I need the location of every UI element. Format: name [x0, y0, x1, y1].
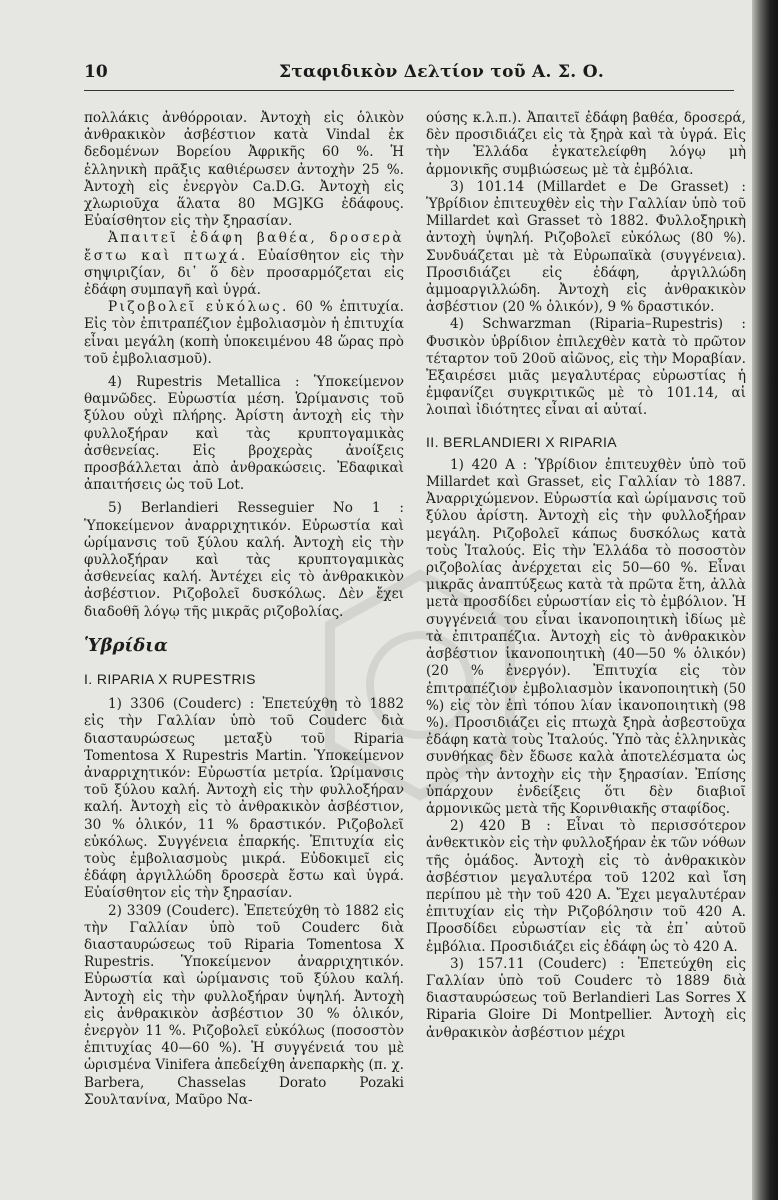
page-header: [84, 62, 734, 88]
spaced-emphasis: Ριζοβολεῖ εὐκόλως.: [108, 299, 289, 316]
paragraph: 1) 420 A : Ὑβρίδιον ἐπιτευχθὲν ὑπὸ τοῦ Millardet καὶ Grasset, εἰς Γαλλίαν τὸ 1887. Ἀναρριχώμενον. Εὐρωστία καὶ ὡρίμανσις τοῦ ξύλου ἀρίστη. Ἀντοχὴ εἰς τὴν φυλλοξήραν μεγάλη. Ριζοβολεῖ κάπως δυσκόλως κατὰ τοὺς Ἰταλούς. Εἰς τὴν Ἑλλάδα τὸ ποσοστὸν ριζοβολίας ἀνέρχεται εἰς 50—60 %. Εἶναι μικρᾶς ἀναπτύξεως κατὰ τὰ πρῶτα ἔτη, ἀλλὰ μετὰ προσδίδει εὐρωστίαν εἰς τὸ ἐμβόλιον. Ἡ συγγένειά του εἶναι ἱκανοποιητικὴ ἰδίως μὲ τὰ ἐπιτραπέζια. Ἀντοχὴ εἰς τὸ ἀνθρακικὸν ἀσβέστιον ἱκανοποιητικὴ (40—50 % ὁλικόν) (20 % ἐνεργόν). Ἐπιτυχία εἰς τὸν ἐπιτραπέζιον ἐμβολιασμὸν ἱκανοποιητικὴ (50 %) εἰς τὸν ἐπὶ τόπου λίαν ἱκανοποιητικὴ (98 %). Προσιδιάζει εἰς πτωχὰ ξηρὰ ἀσβεστοῦχα ἐδάφη κατὰ τοὺς Ἰταλούς. Ὑπὸ τὰς ἑλληνικὰς συνθήκας δὲν ἔδωσε καλὰ ἀποτελέσματα ὡς πρὸς τὴν ἀντοχὴν εἰς τὴν ξηρασίαν. Ἐπίσης ὑπάρχουν ἐνδείξεις ὅτι δὲν διαβιοῖ ἁρμονικῶς μετὰ τῆς Κορινθιακῆς σταφίδος.: [426, 456, 746, 817]
paragraph: 3) 157.11 (Couderc) : Ἐπετεύχθη εἰς Γαλλίαν ὑπὸ τοῦ Couderc τὸ 1889 διὰ διασταυρώσεως τοῦ Berlandieri Las Sorres X Riparia Gloire Di Montpellier. Ἀντοχὴ εἰς ἀνθρακικὸν ἀσβέστιον μέχρι: [426, 955, 746, 1041]
left-column: [84, 110, 404, 1109]
paragraph-text: Εὐαίσθητον εἰς τὴν σηψιριζίαν, δι᾽ ὅ δὲν προσαρμόζεται εἰς ἐδάφη συμπαγῆ καὶ ὑγρά.: [84, 247, 405, 299]
paragraph: 4) Rupestris Metallica : Ὑποκείμενον θαμνῶδες. Εὐρωστία μέση. Ὡρίμανσις τοῦ ξύλου οὐχὶ πλήρης. Ἀρίστη ἀντοχὴ εἰς τὴν φυλλοξήραν καὶ τὰς κρυπτογαμικὰς ἀσθενείας. Εἰς βροχερὰς ἀνοίξεις προσβάλλεται ἀπὸ ἀνθρακώσεις. Ἐδαφικαὶ ἀπαιτήσεις ὡς τοῦ Lot.: [84, 374, 404, 494]
book-spine: [752, 0, 778, 1200]
paragraph: [84, 299, 404, 368]
paragraph: 2) 420 B : Εἶναι τὸ περισσότερον ἀνθεκτικὸν εἰς τὴν φυλλοξήραν ἐκ τῶν νόθων τῆς ὁμάδος. Ἀντοχὴ εἰς τὸ ἀνθρακικὸν ἀσβέστιον μεγαλυτέρα τοῦ 1202 καὶ ἴση περίπου μὲ τὴν τοῦ 420 A. Ἔχει μεγαλυτέραν ἐπιτυχίαν εἰς τὴν Ριζοβόλησιν τοῦ 420 A. Προσδίδει εὐρωστίαν εἰς τὰ ἐπ᾽ αὐτοῦ ἐμβόλια. Προσιδιάζει εἰς ἐδάφη ὡς τὸ 420 A.: [426, 818, 746, 955]
subsection-heading: II. BERLANDIERI X RIPARIA: [426, 433, 618, 450]
header-rule: [84, 90, 734, 91]
paragraph: 4) Schwarzman (Riparia–Rupestris) : Φυσικὸν ὑβρίδιον ἐπιλεχθὲν κατὰ τὸ πρῶτον τέταρτον τοῦ 20οῦ αἰῶνος, εἰς τὴν Μοραβίαν. Ἐξαιρέσει μιᾶς μεγαλυτέρας εὐρωστίας ἡ ἐμφανίζει συγκριτικῶς μὲ τὸ 101.14, αἱ λοιπαὶ ἰδιότητες εἶναι αἱ αὐταί.: [426, 316, 746, 419]
spaced-emphasis: Ἀπαιτεῖ ἐδάφη βαθέα, δροσερὰ ἔστω καὶ πτωχά.: [84, 230, 404, 264]
paragraph: 1) 3306 (Couderc) : Ἐπετεύχθη τὸ 1882 εἰς τὴν Γαλλίαν ὑπὸ τοῦ Couderc διὰ διασταυρώσεως μεταξὺ τοῦ Riparia Tomentosa X Rupestris Martin. Ὑποκείμενον ἀναρριχητικόν: Εὐρωστία μετρία. Ὡρίμανσις τοῦ ξύλου καλή. Ἀντοχὴ εἰς τὴν φυλλοξήραν καλή. Ἀντοχὴ εἰς τὸ ἀνθρακικὸν ἀσβέστιον, 30 % ὁλικόν, 11 % δραστικόν. Ριζοβολεῖ εὐκόλως. Συγγένεια ἐπαρκής. Ἐπιτυχία εἰς τοὺς ἐμβολιασμοὺς μικρά. Εὐδοκιμεῖ εἰς ἐδάφη ἀργιλλώδη δροσερὰ ἔστω καὶ ὑγρά. Εὐαίσθητον εἰς τὴν ξηρασίαν.: [84, 696, 404, 902]
right-column: [426, 110, 746, 1042]
paragraph: ούσης κ.λ.π.). Ἀπαιτεῖ ἐδάφη βαθέα, δροσερά, δὲν προσιδιάζει εἰς τὰ ξηρὰ καὶ τὰ ὑγρά. Εἰς τὴν Ἑλλάδα ἐγκατελείφθη λόγῳ μὴ ἁρμονικῆς συμβιώσεως μὲ τὰ ἐμβόλια.: [426, 110, 746, 178]
section-title: Ὑβρίδια: [84, 634, 168, 656]
paragraph: 2) 3309 (Couderc). Ἐπετεύχθη τὸ 1882 εἰς τὴν Γαλλίαν ὑπὸ τοῦ Couderc διὰ διασταυρώσεως τοῦ Riparia Tomentosa X Rupestris. Ὑποκείμενον ἀναρριχητικόν. Εὐρωστία καὶ ὡρίμανσις τοῦ ξύλου καλή. Ἀντοχὴ εἰς τὴν φυλλοξήραν ὑψηλή. Ἀντοχὴ εἰς ἀνθρακικὸν ἀσβέστιον 30 % ὁλικόν, ἐνεργὸν 11 %. Ριζοβολεῖ εὐκόλως (ποσοστὸν ἐπιτυχίας 40—60 %). Ἡ συγγένειά του μὲ ὡρισμένα Vinifera ἀπεδείχθη ἀνεπαρκὴς (π. χ. Barbera, Chasselas Dorato Pozaki Σουλτανίνα, Μαῦρο Να-: [84, 902, 404, 1108]
page-number: 10: [84, 62, 108, 82]
subsection-heading: I. RIPARIA X RUPESTRIS: [84, 670, 256, 687]
running-title: Σταφιδικὸν Δελτίον τοῦ Α. Σ. Ο.: [279, 62, 605, 82]
paragraph-text: 60 % ἐπιτυχία. Εἰς τὸν ἐπιτραπέζιον ἐμβολιασμὸν ἡ ἐπιτυχία εἶναι μεγάλη (κοπὴ ὑποκειμένου 48 ὥρας πρὸ τοῦ ἐμβολιασμοῦ).: [84, 299, 405, 367]
paragraph: πολλάκις ἀνθόρροιαν. Ἀντοχὴ εἰς ὁλικὸν ἀνθρακικὸν ἀσβέστιον κατὰ Vindal ἐκ δεδομένων Βορείου Ἀφρικῆς 60 %. Ἡ ἑλληνικὴ πρᾶξις καθιέρωσεν ἀντοχὴν 25 %. Ἀντοχὴ εἰς ἐνεργὸν Ca.D.G. Ἀντοχὴ εἰς χλωριοῦχα ἅλατα 80 MG]KG ἐδάφους. Εὐαίσθητον εἰς τὴν ξηρασίαν.: [84, 110, 404, 230]
paragraph: 5) Berlandieri Resseguier No 1 : Ὑποκείμενον ἀναρριχητικόν. Εὐρωστία καὶ ὡρίμανσις τοῦ ξύλου καλή. Ἀντοχὴ εἰς τὴν φυλλοξήραν καὶ τὰς κρυπτογαμικὰς ἀσθενείας καλή. Ἀντέχει εἰς τὸ ἀνθρακικὸν ἀσβέστιον. Ριζοβολεῖ δυσκόλως. Δὲν ἔχει διαδοθῆ λόγῳ τῆς μικρᾶς ριζοβολίας.: [84, 500, 404, 620]
paragraph: [84, 230, 404, 299]
paragraph: 3) 101.14 (Millardet e De Grasset) : Ὑβρίδιον ἐπιτευχθὲν εἰς τὴν Γαλλίαν ὑπὸ τοῦ Millardet καὶ Grasset τὸ 1882. Φυλλοξηρικὴ ἀντοχὴ ὑψηλή. Ριζοβολεῖ εὐκόλως (80 %). Συνδυάζεται μὲ τὰ Εὐρωπαϊκὰ (συγγένεια). Προσιδιάζει εἰς ἐδάφη, ἀργιλλώδη ἀμμοαργιλλώδη. Ἀντοχὴ εἰς ἀνθρακικὸν ἀσβέστιον (20 % ὁλικόν), 9 % δραστικόν.: [426, 178, 746, 316]
